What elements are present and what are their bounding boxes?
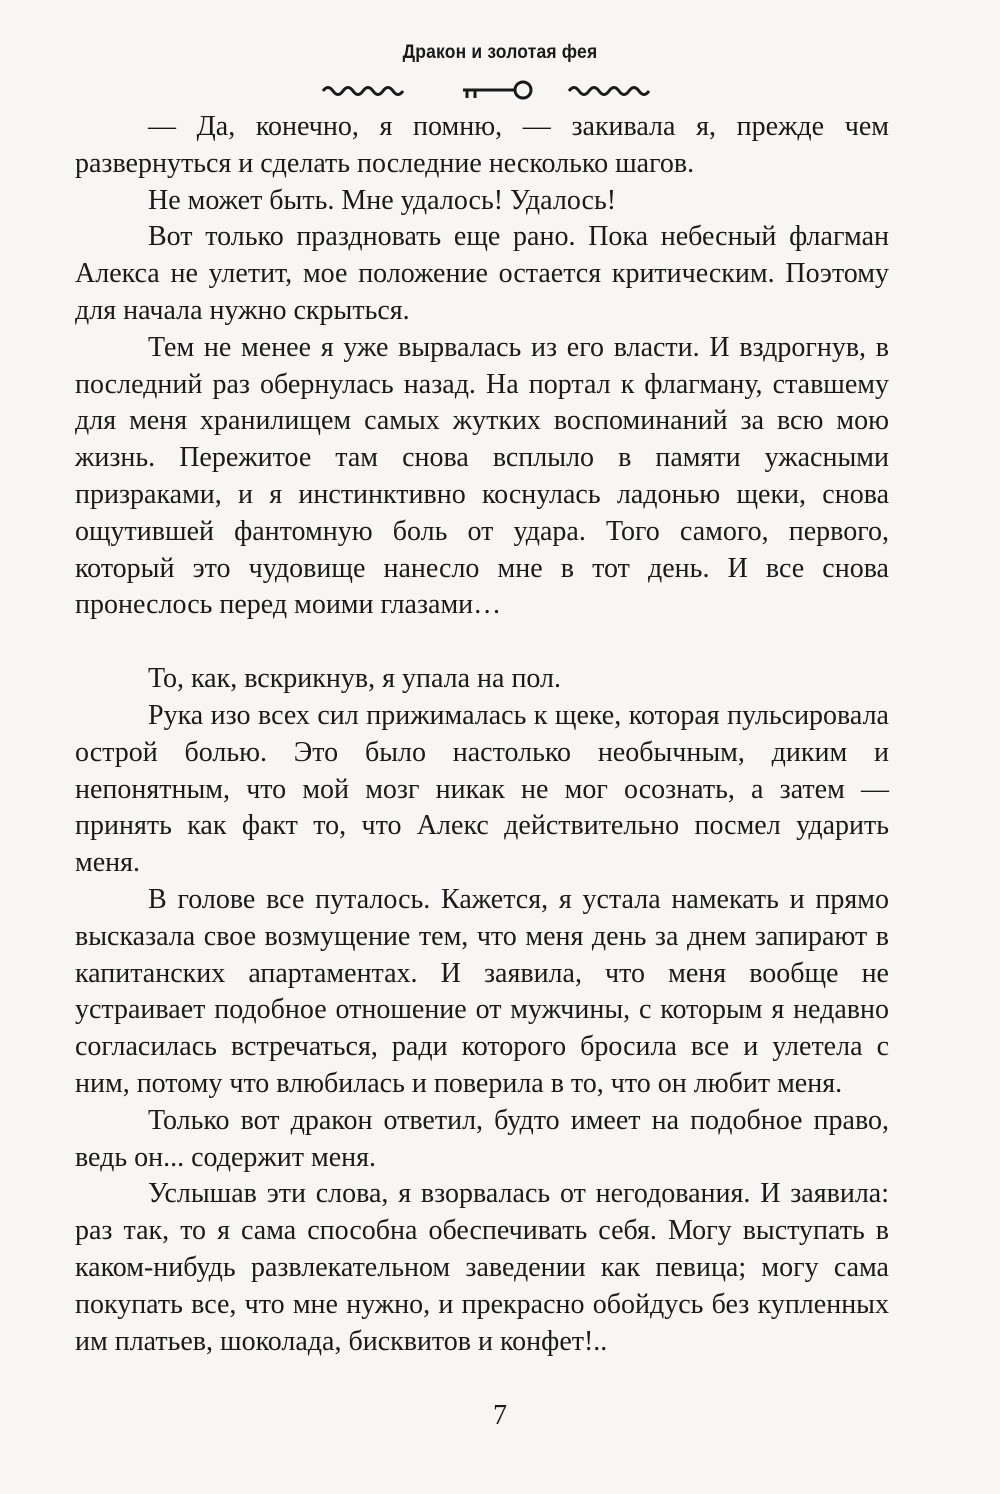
body-text bbox=[75, 109, 889, 1360]
paragraph: Услышав эти слова, я взорвалась от негодования. И заявила: раз так, то я сама способна обеспечивать себя. Могу выступать в каком-нибудь развлекательном заведении как певица; могу сама покупать все, что мне нужно, и прекрасно обойдусь без купленных им платьев, шоколада, бисквитов и конфет!.. bbox=[75, 1178, 889, 1357]
paragraph: Тем не менее я уже вырвалась из его власти. И вздрогнув, в последний раз обернулась назад. На портал к флагману, ставшему для меня хранилищем самых жутких воспоминаний за всю мою жизнь. Пережитое там снова всплыло в памяти ужасными призраками, и я инстинктивно коснулась ладонью щеки, снова ощутившей фантомную боль от удара. Того самого, первого, который это чудовище нанесло мне в тот день. И все снова пронеслось перед моими глазами… bbox=[75, 331, 889, 621]
paragraph: Вот только праздновать еще рано. Пока небесный флагман Алекса не улетит, мое положение остается критическим. Поэтому для начала нужно скрыться. bbox=[75, 221, 889, 326]
ornament-key-icon bbox=[315, 78, 695, 102]
paragraph: В голове все путалось. Кажется, я устала намекать и прямо высказала свое возмущение тем, что меня день за днем запирают в капитанских апартаментах. И заявила, что меня вообще не устраивает подобное отношение от мужчины, с которым я недавно согласилась встречаться, ради которого бросила все и улетела с ним, потому что влюбилась и поверила в то, что он любит меня. bbox=[75, 883, 889, 1099]
paragraph: То, как, вскрикнув, я упала на пол. bbox=[148, 663, 562, 695]
paragraph: — Да, конечно, я помню, — закивала я, прежде чем развернуться и сделать последние несколько шагов. bbox=[75, 111, 889, 179]
running-title: Дракон и золотая фея bbox=[402, 42, 598, 63]
paragraph: Рука изо всех сил прижималась к щеке, которая пульсировала острой болью. Это было настолько необычным, диким и непонятным, что мой мозг никак не мог осознать, а затем — принять как факт то, что Алекс действительно посмел ударить меня. bbox=[75, 699, 889, 879]
paragraph: Не может быть. Мне удалось! Удалось! bbox=[148, 184, 617, 216]
page-number: 7 bbox=[493, 1400, 507, 1431]
paragraph: Только вот дракон ответил, будто имеет на подобное право, ведь он... содержит меня. bbox=[75, 1104, 889, 1173]
